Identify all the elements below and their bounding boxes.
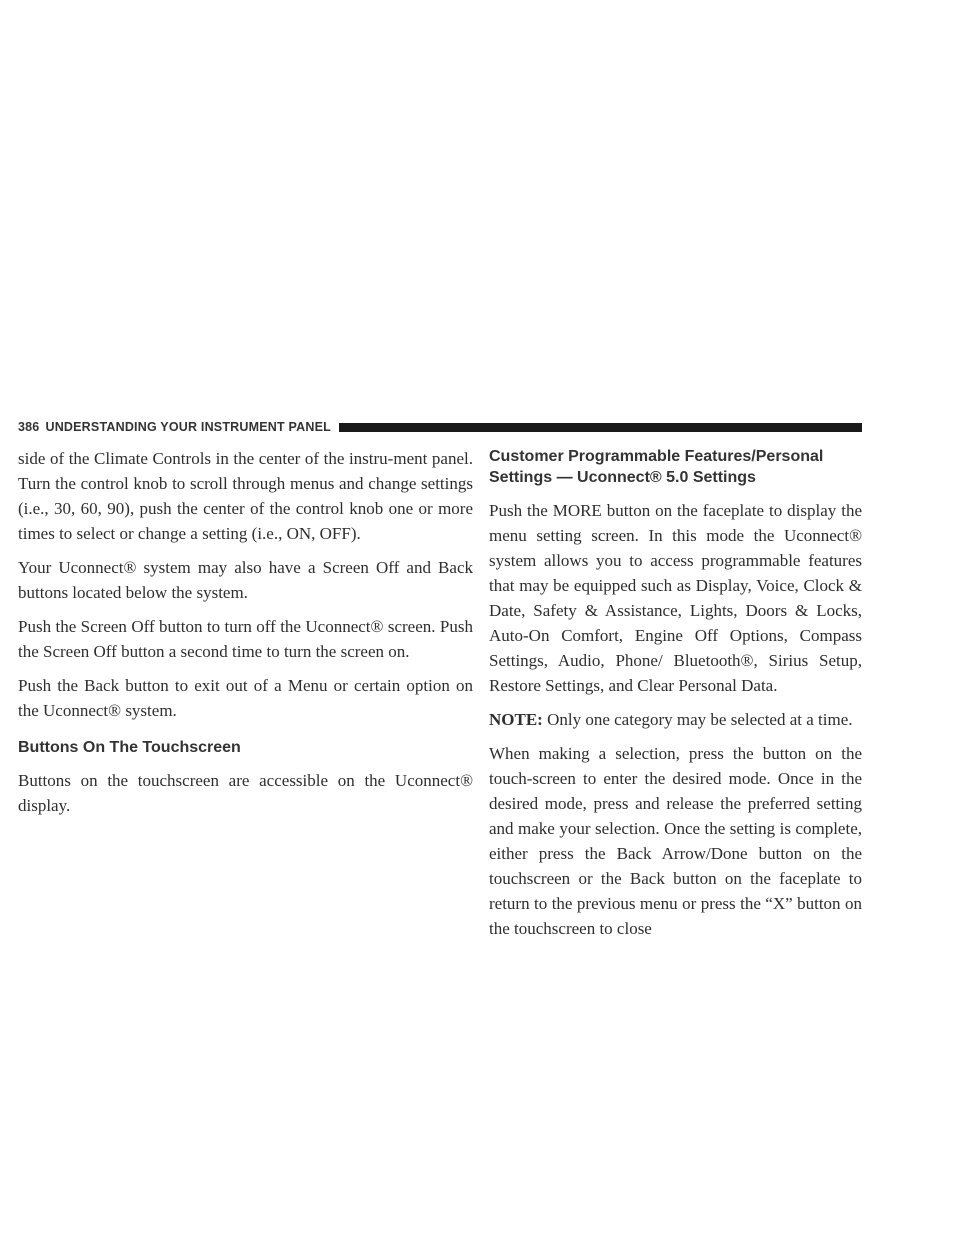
- paragraph: Push the Back button to exit out of a Menu or certain option on the Uconnect® system.: [18, 676, 473, 720]
- subsection-heading: Buttons On The Touchscreen: [18, 739, 241, 756]
- paragraph: Push the MORE button on the faceplate to display the menu setting screen. In this mode the Uconnect® system allows you to access programmable features that may be equipped such as Display, Voice, Clock & Date, Safety & Assistance, Lights, Doors & Locks, Auto-On Comfort, Engine Off Options, Compass Settings, Audio, Phone/ Bluetooth®, Sirius Setup, Restore Settings, and Clear Personal Data.: [489, 501, 862, 695]
- left-column: [18, 446, 473, 827]
- paragraph: Buttons on the touchscreen are accessible on the Uconnect® display.: [18, 771, 473, 815]
- paragraph: When making a selection, press the button on the touch-screen to enter the desired mode. Once in the desired mode, press and release the preferred setting and make your selection. Once the setting is complete, either press the Back Arrow/Done button on the touchscreen or the Back button on the faceplate to return to the previous menu or press the “X” button on the touchscreen to close: [489, 744, 862, 938]
- note: [489, 707, 862, 732]
- page-header: [18, 418, 862, 436]
- section-title: UNDERSTANDING YOUR INSTRUMENT PANEL: [45, 420, 331, 434]
- note-label: NOTE:: [489, 710, 543, 729]
- page-number: 386: [18, 420, 40, 434]
- paragraph: Push the Screen Off button to turn off the Uconnect® screen. Push the Screen Off button a second time to turn the screen on.: [18, 617, 473, 661]
- note-text: Only one category may be selected at a time.: [547, 710, 853, 729]
- paragraph: Your Uconnect® system may also have a Screen Off and Back buttons located below the system.: [18, 558, 473, 602]
- subsection-heading: Customer Programmable Features/Personal Settings — Uconnect® 5.0 Settings: [489, 448, 824, 486]
- paragraph: side of the Climate Controls in the center of the instru-ment panel. Turn the control knob to scroll through menus and change settings (i.e., 30, 60, 90), push the center of the control knob one or more times to select or change a setting (i.e., ON, OFF).: [18, 449, 473, 543]
- right-column: [489, 446, 862, 950]
- header-rule: [339, 423, 862, 432]
